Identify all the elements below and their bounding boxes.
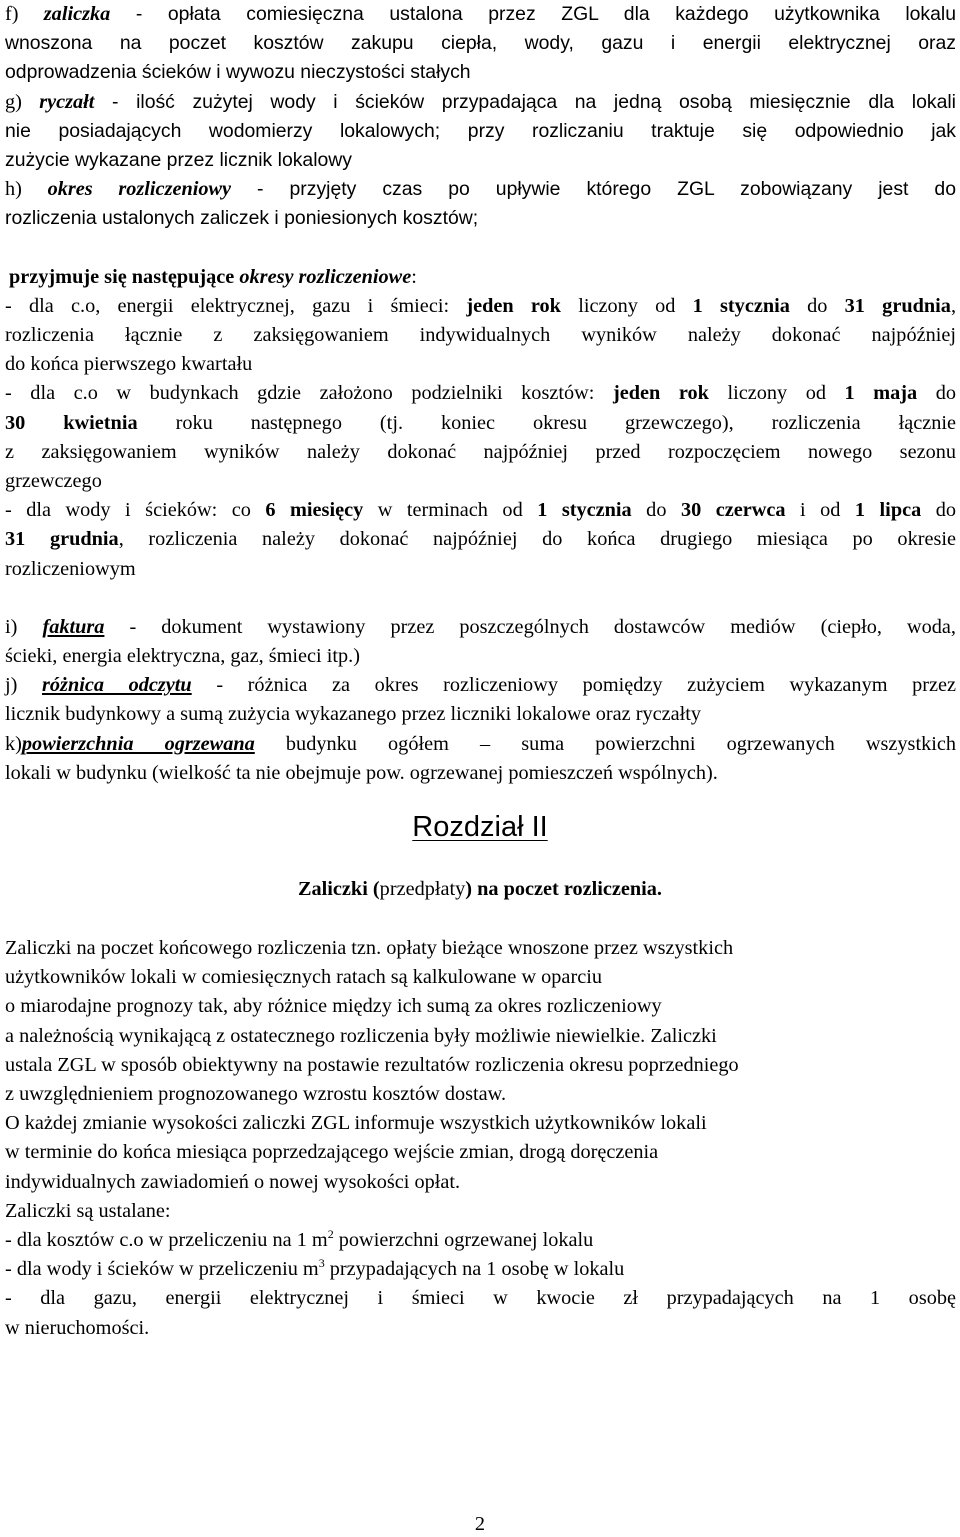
- definition-k-line: lokali w budynku (wielkość ta nie obejmuje pow. ogrzewanej pomieszczeń wspólnych).: [5, 761, 718, 784]
- term-okres-rozliczeniowy: okres rozliczeniowy: [47, 178, 232, 201]
- definition-h: h) okres rozliczeniowy - przyjęty czas po upływie którego ZGL zobowiązany jest do: [5, 178, 956, 201]
- definition-j: j) różnica odczytu - różnica za okres rozliczeniowy pomiędzy zużyciem wykazanym przez: [5, 674, 956, 697]
- body-line: ustala ZGL w sposób obiektywny na postawie rezultatów rozliczenia okresu poprzedniego: [5, 1053, 739, 1076]
- term-roznica-odczytu: różnica odczytu: [42, 674, 192, 697]
- term-zaliczka: zaliczka: [43, 3, 111, 25]
- definition-h-line: rozliczenia ustalonych zaliczek i poniesionych kosztów;: [5, 207, 479, 230]
- body-line: Zaliczki są ustalane:: [5, 1199, 171, 1222]
- body-line: indywidualnych zawiadomień o nowej wysokości opłat.: [5, 1170, 461, 1193]
- list-item: - dla gazu, energii elektrycznej i śmieci w kwocie zł przypadających na 1 osobę: [5, 1287, 956, 1310]
- list-item: - dla wody i ścieków w przeliczeniu $m^3$ przypadających na 1 osobę w lokalu: [5, 1256, 625, 1281]
- period-water-line: 31 grudnia, rozliczenia należy dokonać najpóźniej do końca drugiego miesiąca po okresie: [5, 528, 956, 551]
- body-line: w terminie do końca miesiąca poprzedzającego wejście zmian, drogą doręczenia: [5, 1141, 659, 1164]
- list-item: - dla kosztów c.o w przeliczeniu na 1 $m^2$ powierzchni ogrzewanej lokalu: [5, 1227, 594, 1252]
- definition-g-line: nie posiadających wodomierzy lokalowych; przy rozliczaniu traktuje się odpowiednio jak: [5, 119, 956, 142]
- chapter-body: [5, 934, 956, 1343]
- period-co: - dla c.o, energii elektrycznej, gazu i śmieci: jeden rok liczony od 1 stycznia do 31 grudnia,: [5, 294, 957, 317]
- period-co-dividers-line: 30 kwietnia roku następnego (tj. koniec okresu grzewczego), rozliczenia łącznie: [5, 411, 956, 434]
- term-powierzchnia-ogrzewana: powierzchnia ogrzewana: [21, 732, 255, 755]
- definition-i-line: ścieki, energia elektryczna, gaz, śmieci itp.): [5, 645, 360, 668]
- definitions-block: [5, 0, 956, 788]
- period-co-dividers-line: z zaksięgowaniem wyników należy dokonać najpóźniej przed rozpoczęciem nowego sezonu: [5, 440, 956, 463]
- definition-f-line: wnoszona na poczet kosztów zakupu ciepła, wody, gazu i energii elektrycznej oraz: [5, 32, 956, 55]
- term-ryczalt: ryczałt: [39, 90, 95, 113]
- body-line: użytkowników lokali w comiesięcznych ratach są kalkulowane w oparciu: [5, 966, 602, 989]
- chapter-subtitle: Zaliczki (przedpłaty) na poczet rozliczenia.: [297, 878, 663, 900]
- period-water: - dla wody i ścieków: co 6 miesięcy w terminach od 1 stycznia do 30 czerwca i od 1 lipca do: [5, 499, 957, 522]
- definition-g: g) ryczałt - ilość zużytej wody i ścieków przypadająca na jedną osobą miesięcznie dla lokali: [5, 90, 956, 113]
- definition-f: f) zaliczka - opłata comiesięczna ustalona przez ZGL dla każdego użytkownika lokalu: [5, 3, 956, 25]
- definition-i: i) faktura - dokument wystawiony przez poszczególnych dostawców mediów (ciepło, woda,: [5, 615, 957, 638]
- definition-f-line: odprowadzenia ścieków i wywozu nieczystości stałych: [5, 61, 471, 84]
- period-water-line: rozliczeniowym: [5, 557, 136, 580]
- chapter-title: Rozdział II: [412, 811, 548, 843]
- body-line: z uwzględnieniem prognozowanego wzrostu kosztów dostaw.: [5, 1083, 507, 1106]
- page-number: 2: [474, 1513, 486, 1535]
- definition-k: k)powierzchnia ogrzewana budynku ogółem – suma powierzchni ogrzewanych wszystkich: [5, 732, 956, 755]
- definition-j-line: licznik budynkowy a sumą zużycia wykazanego przez liczniki lokalowe oraz ryczałty: [5, 703, 702, 726]
- body-line: o miarodajne prognozy tak, aby różnice między ich sumą za okres rozliczeniowy: [5, 995, 662, 1018]
- period-co-dividers-line: grzewczego: [5, 470, 102, 493]
- period-co-line: rozliczenia łącznie z zaksięgowaniem indywidualnych wyników należy dokonać najpóźniej: [5, 324, 956, 347]
- period-co-dividers: - dla c.o w budynkach gdzie założono podzielniki kosztów: jeden rok liczony od 1 maja do: [5, 382, 956, 405]
- definition-g-line: zużycie wykazane przez licznik lokalowy: [5, 149, 353, 172]
- body-line: O każdej zmianie wysokości zaliczki ZGL informuje wszystkich użytkowników lokali: [5, 1112, 707, 1135]
- periods-heading: przyjmuje się następujące okresy rozliczeniowe:: [9, 265, 417, 288]
- term-faktura: faktura: [42, 615, 105, 638]
- period-co-line: do końca pierwszego kwartału: [5, 353, 253, 376]
- list-item-line: w nieruchomości.: [5, 1316, 150, 1339]
- body-line: a należnością wynikającą z ostatecznego rozliczenia były możliwie niewielkie. Zaliczki: [5, 1024, 717, 1047]
- body-line: Zaliczki na poczet końcowego rozliczenia tzn. opłaty bieżące wnoszone przez wszystkich: [5, 937, 734, 959]
